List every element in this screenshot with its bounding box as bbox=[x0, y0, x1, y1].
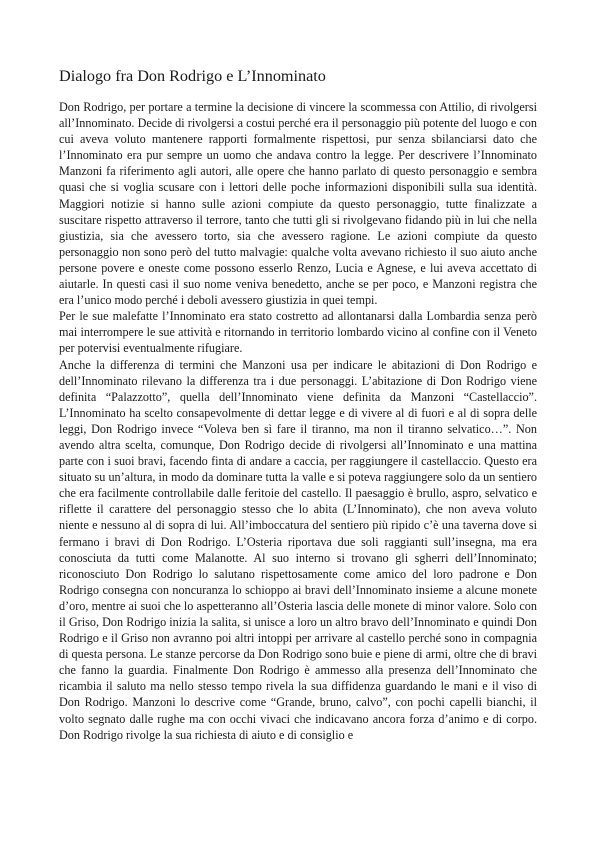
paragraph-castle-visit: Anche la differenza di termini che Manzoni usa per indicare le abitazioni di Don Rodrigo e dell’Innominato rilevano la differenza tra i due personaggi. L’abitazione di Don Rodrigo viene definita “Palazzotto”, quella dell’Innominato viene definita da Manzoni “Castellaccio”. L’Innominato ha scelto consapevolmente di dettar legge e di vivere al di fuori e al di sopra delle leggi, Don Rodrigo invece “Voleva ben sì fare il tiranno, ma non il tiranno selvatico…”. Non avendo altra scelta, comunque, Don Rodrigo decide di rivolgersi all’Innominato e una mattina parte con i suoi bravi, facendo finta di andare a caccia, per raggiungere il castellaccio. Questo era situato su un’altura, in modo da dominare tutta la valle e si poteva raggiungere solo da un sentiero che era facilmente controllabile dalle feritoie del castello. Il paesaggio è brullo, aspro, selvatico e riflette il carattere del personaggio stesso che lo abita (L’Innominato), che non aveva voluto niente e nessuno al di sopra di lui. All’imboccatura del sentiero più ripido c’è una taverna dove si fermano i bravi di Don Rodrigo. L’Osteria riportava due soli raggianti sull’insegna, ma era conosciuta da tutti come Malanotte. Al suo interno si trovano gli sgherri dell’Innominato; riconosciuto Don Rodrigo lo salutano rispettosamente come amico del loro padrone e Don Rodrigo consegna con noncuranza lo schioppo ai bravi dell’Innominato insieme a alcune monete d’oro, mentre ai suoi che lo aspetteranno all’Osteria lascia delle monete di minor valore. Solo con il Griso, Don Rodrigo inizia la salita, si unisce a loro un altro bravo dell’Innominato e quindi Don Rodrigo e il Griso non avranno poi altri intoppi per arrivare al castello perché sono in compagnia di questa persona. Le stanze percorse da Don Rodrigo sono buie e piene di armi, oltre che di bravi che fanno la guardia. Finalmente Don Rodrigo è ammesso alla presenza dell’Innominato che ricambia il saluto ma nello stesso tempo rivela la sua diffidenza guardando le mani e il viso di Don Rodrigo. Manzoni lo descrive come “Grande, bruno, calvo”, con pochi capelli bianchi, il volto segnato dalle rughe ma con occhi vivaci che indicavano ancora forza d’animo e di corpo. Don Rodrigo rivolge la sua richiesta di aiuto e di consiglio e bbox=[59, 357, 537, 742]
paragraph-exile: Per le sue malefatte l’Innominato era stato costretto ad allontanarsi dalla Lombardia senza però mai interrompere le sue attività e ritornando in territorio lombardo vicino al confine con il Veneto per potervisi eventualmente rifugiare. bbox=[59, 309, 537, 356]
paragraph-intro: Don Rodrigo, per portare a termine la decisione di vincere la scommessa con Attilio, di rivolgersi all’Innominato. Decide di rivolgersi a costui perché era il personaggio più potente del luogo e con cui aveva voluto mantenere rapporti formalmente rispettosi, pur senza sbilanciarsi dato che l’Innominato era pur sempre un uomo che andava contro la legge. Per descrivere l’Innominato Manzoni fa riferimento agli autori, alle opere che hanno parlato di questo personaggio e sembra quasi che si voglia scusare con i lettori delle poche informazioni disponibili sulla sua identità. Maggiori notizie si hanno sulle azioni compiute da questo personaggio, tutte finalizzate a suscitare rispetto attraverso il terrore, tanto che tutti gli si rivolgevano fidando più in lui che nella giustizia, sia che avessero torto, sia che avessero ragione. Le azioni compiute da questo personaggio non sono però del tutto malvagie: qualche volta avevano richiesto il suo aiuto anche persone povere e oneste come possono esserlo Renzo, Lucia e Agnese, e lui aveva accettato di aiutarle. In questi casi il suo nome veniva benedetto, anche se per poco, e Manzoni registra che era l’unico modo perché i deboli avessero giustizia in quei tempi. bbox=[59, 100, 537, 308]
document-title: Dialogo fra Don Rodrigo e L’Innominato bbox=[59, 67, 326, 85]
document-page bbox=[59, 66, 537, 743]
